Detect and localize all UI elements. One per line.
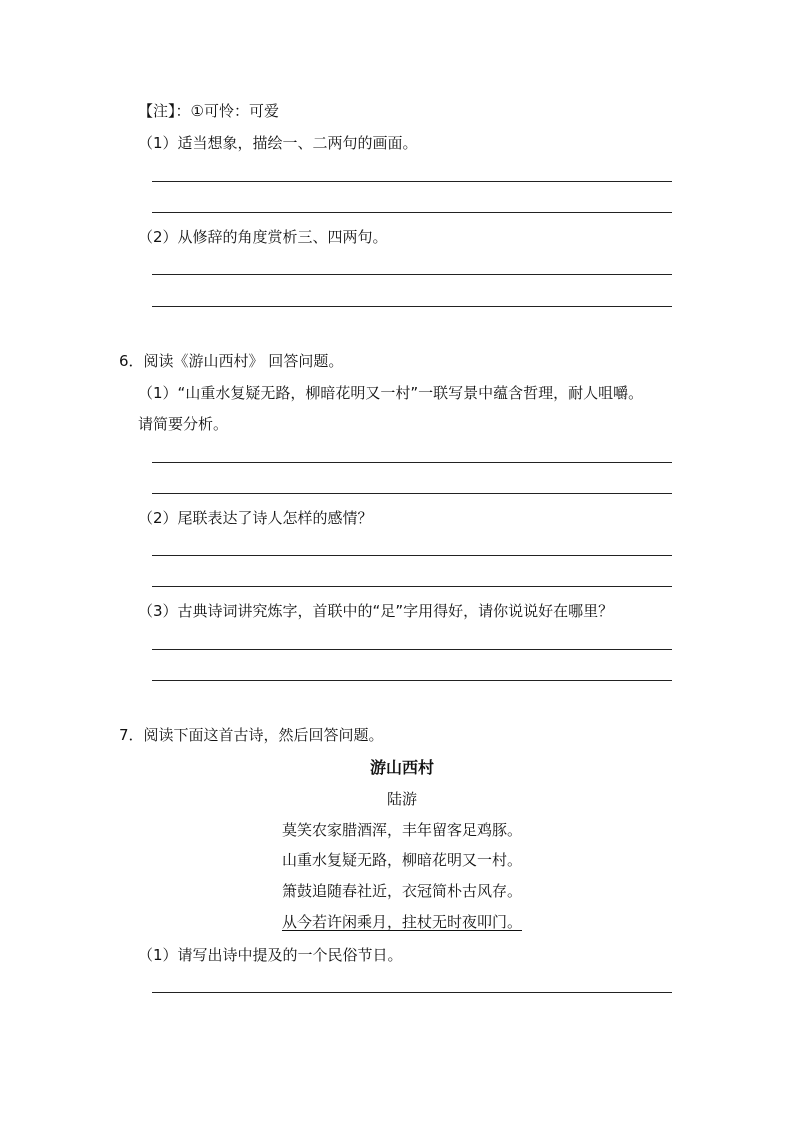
- answer-line[interactable]: [152, 493, 672, 494]
- poem-title: 游山西村: [369, 758, 434, 777]
- answer-line[interactable]: [152, 680, 672, 681]
- q6-sub2-prompt: （2）尾联表达了诗人怎样的感情？: [138, 509, 373, 527]
- q6-sub3-prompt: （3）古典诗词讲究炼字，首联中的“足”字用得好，请你说说好在哪里？: [138, 602, 614, 620]
- answer-line[interactable]: [152, 586, 672, 587]
- underlined-text: 从今若许闲乘月，拄杖无时夜叩门。: [281, 913, 522, 931]
- poem-line: 箫鼓追随春社近，衣冠简朴古风存。: [281, 882, 522, 900]
- answer-line[interactable]: [152, 274, 672, 275]
- answer-line[interactable]: [152, 649, 672, 650]
- note-text: 【注】：①可怜：可爱: [138, 102, 279, 120]
- answer-line[interactable]: [152, 212, 672, 213]
- q6-sub1-prompt: （1）“山重水复疑无路，柳暗花明又一村”一联写景中蕴含哲理，耐人咀嚼。: [138, 384, 644, 402]
- answer-line[interactable]: [152, 462, 672, 463]
- q7-sub1-prompt: （1）请写出诗中提及的一个民俗节日。: [138, 946, 403, 964]
- q7-stem: 7．阅读下面这首古诗，然后回答问题。: [119, 726, 384, 744]
- q5-sub2-prompt: （2）从修辞的角度赏析三、四两句。: [138, 228, 388, 246]
- answer-line[interactable]: [152, 306, 672, 307]
- poem-line: 山重水复疑无路，柳暗花明又一村。: [281, 851, 522, 869]
- answer-line[interactable]: [152, 181, 672, 182]
- poem-line: 莫笑农家腊酒浑，丰年留客足鸡豚。: [281, 821, 522, 839]
- poem-author: 陆游: [386, 790, 417, 808]
- answer-line[interactable]: [152, 992, 672, 993]
- poem-line-underlined: [0, 912, 794, 932]
- q6-sub1-prompt-cont: 请简要分析。: [138, 415, 229, 433]
- q6-stem: 6．阅读《游山西村》 回答问题。: [119, 352, 344, 370]
- answer-line[interactable]: [152, 555, 672, 556]
- q5-sub1-prompt: （1）适当想象，描绘一、二两句的画面。: [138, 134, 418, 152]
